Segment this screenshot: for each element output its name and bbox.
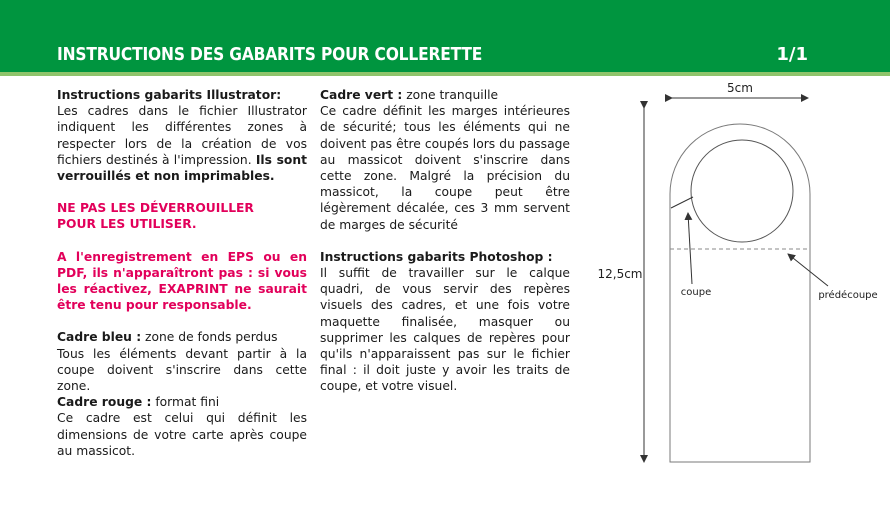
illustrator-bold-text: Ils sont verrouillés et non imprimables. (57, 152, 307, 184)
illustrator-paragraph (57, 103, 307, 184)
page-title: INSTRUCTIONS DES GABARITS POUR COLLERETTE (57, 44, 483, 65)
page-number: 1/1 (776, 44, 808, 65)
column-photoshop (320, 87, 570, 395)
cadre-rouge-text: Ce cadre est celui qui définit les dimensions de votre carte après coupe au massicot. (57, 411, 307, 458)
cadre-bleu-title: zone de fonds perdus (141, 330, 278, 345)
cadre-rouge-label: Cadre rouge : (57, 395, 152, 410)
header-accent-bar (0, 72, 890, 76)
header-band (0, 0, 890, 72)
cadre-vert-label: Cadre vert : (320, 88, 403, 102)
collar-hole (691, 140, 793, 242)
warning-line-2: POUR LES UTILISER. (57, 217, 197, 232)
cadre-bleu-text: Tous les éléments devant partir à la coupe doivent s'inscrire dans cette zone. (57, 346, 307, 394)
precut-label: prédécoupe (818, 290, 878, 301)
illustrator-heading: Instructions gabarits Illustrator: (57, 88, 282, 102)
precut-arrow (788, 254, 828, 286)
cut-line (671, 197, 693, 208)
photoshop-heading: Instructions gabarits Photoshop : (320, 249, 553, 264)
cut-label: coupe (680, 287, 712, 298)
cadre-rouge-title: format fini (151, 395, 220, 410)
cadre-vert-title: zone tranquille (402, 88, 499, 102)
cadre-bleu-line (57, 329, 307, 345)
column-illustrator (57, 87, 307, 459)
warning-line-1: NE PAS LES DÉVERROUILLER (57, 201, 254, 216)
width-label: 5cm (727, 81, 753, 95)
cadre-rouge-line (57, 394, 307, 410)
photoshop-text: Il suffit de travailler sur le calque quadri, de vous servir des repères visuels des cadres, et une fois votre maquette finalisée, masquer ou supprimer les calques de repères pour qu'ils n'apparaissent pas sur le fichier final : il doit juste y avoir les traits de coupe, et votre visuel. (320, 266, 570, 394)
cadre-vert-text: Ce cadre définit les marges intérieures de sécurité; tous les éléments qui ne doivent pas être coupés lors du passage au massicot doivent s'inscrire dans cette zone. Malgré la précision du massicot, la coupe peut être légèrement décalée, ces 3 mm servent de marges de sécurité (320, 104, 570, 232)
collar-template-diagram (590, 78, 890, 473)
eps-warning: A l'enregistrement en EPS ou en PDF, ils n'apparaîtront pas : si vous les réactivez, EXAPRINT ne saurait être tenu pour responsable. (57, 249, 307, 313)
illustrator-text: Les cadres dans le fichier Illustrator indiquent les différentes zones à respecter lors de la création de vos fichiers destinés à l'impression. (57, 104, 307, 167)
cadre-bleu-label: Cadre bleu : (57, 330, 142, 345)
height-label: 12,5cm (597, 267, 643, 281)
cadre-vert-line (320, 87, 570, 103)
